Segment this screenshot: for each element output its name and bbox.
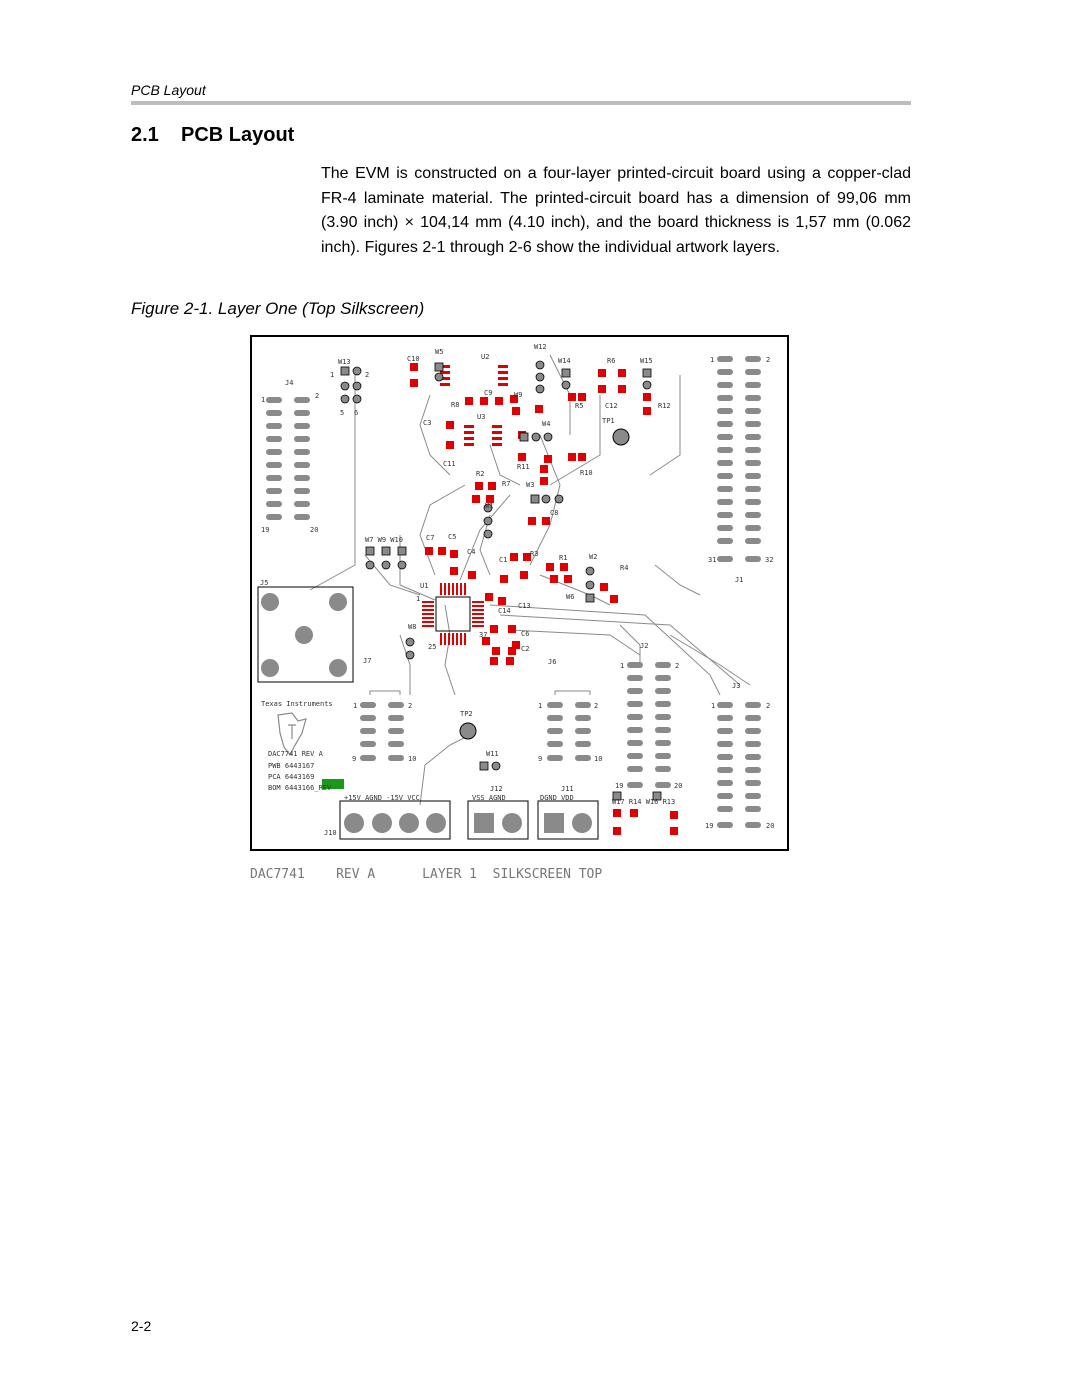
label-w14: W14 bbox=[558, 357, 571, 365]
label-j5: J5 bbox=[260, 579, 269, 587]
header-rule bbox=[131, 101, 911, 105]
label-w12: W12 bbox=[534, 343, 547, 351]
pin-19-j3: 19 bbox=[705, 822, 714, 830]
label-w1: W1 bbox=[485, 502, 494, 510]
section-heading bbox=[131, 124, 294, 147]
label-w13: W13 bbox=[338, 358, 351, 366]
label-w2: W2 bbox=[589, 553, 598, 561]
pin-2-j7: 2 bbox=[408, 702, 413, 710]
pin-31-j1: 31 bbox=[708, 556, 717, 564]
pin-1-u1: 1 bbox=[416, 595, 421, 603]
label-w5: W5 bbox=[435, 348, 444, 356]
label-c12: C12 bbox=[605, 402, 618, 410]
label-j7: J7 bbox=[363, 657, 372, 665]
label-w9: W9 bbox=[514, 391, 523, 399]
pin-1-j2: 1 bbox=[620, 662, 625, 670]
pin-1-j3: 1 bbox=[711, 702, 716, 710]
label-j1: J1 bbox=[735, 576, 744, 584]
pin-10-j7: 10 bbox=[408, 755, 417, 763]
label-j10: J10 bbox=[324, 829, 337, 837]
body-paragraph: The EVM is constructed on a four-layer printed-circuit board using a copper-clad FR-4 laminate material. The printed-circuit board has a dimension of 99,06 mm (3.90 inch) × 104,14 mm (4.10 inch), and the board thickness is 1,57 mm (0.062 inch). Figures 2-1 through 2-6 show the individual artwork layers. bbox=[321, 165, 911, 256]
figure-caption: Figure 2-1. Layer One (Top Silkscreen) bbox=[131, 299, 425, 318]
label-tp2: TP2 bbox=[460, 710, 473, 718]
label-w15: W15 bbox=[640, 357, 653, 365]
running-header: PCB Layout bbox=[131, 82, 206, 98]
pin-20-j4: 20 bbox=[310, 526, 319, 534]
label-r1: R1 bbox=[559, 554, 568, 562]
label-c1: C1 bbox=[499, 556, 508, 564]
label-w7w9w10: W7 W9 W10 bbox=[365, 536, 403, 544]
pin-2-j4: 2 bbox=[315, 392, 320, 400]
pin-19-j4: 19 bbox=[261, 526, 270, 534]
pin-10-j6: 10 bbox=[594, 755, 603, 763]
label-c9: C9 bbox=[484, 389, 493, 397]
pin-37-u1: 37 bbox=[479, 631, 488, 639]
label-r6: R6 bbox=[607, 357, 616, 365]
pin-1-j6: 1 bbox=[538, 702, 543, 710]
section-title: PCB Layout bbox=[181, 124, 295, 146]
label-r12: R12 bbox=[658, 402, 671, 410]
pcb-artwork bbox=[250, 335, 789, 851]
label-j11: J11 bbox=[561, 785, 574, 793]
pin-2-w13: 2 bbox=[365, 371, 370, 379]
tp1-testpoint bbox=[613, 429, 629, 445]
label-c2: C2 bbox=[521, 645, 530, 653]
pin-2-j3: 2 bbox=[766, 702, 771, 710]
label-bom: BOM 6443166_REV bbox=[268, 784, 332, 792]
pin-6-w13: 6 bbox=[354, 409, 359, 417]
label-w8: W8 bbox=[408, 623, 417, 631]
label-u3: U3 bbox=[477, 413, 486, 421]
label-c5: C5 bbox=[448, 533, 457, 541]
pin-20-j3: 20 bbox=[766, 822, 775, 830]
label-r3: R3 bbox=[530, 550, 539, 558]
board-label-text: DAC7741 REV A LAYER 1 SILKSCREEN TOP bbox=[250, 867, 603, 882]
label-pwb: PWB 6443167 bbox=[268, 762, 315, 770]
label-w4: W4 bbox=[542, 420, 551, 428]
label-j3: J3 bbox=[732, 682, 741, 690]
pin-1-j1: 1 bbox=[710, 356, 715, 364]
label-w17r14w16r13: W17 R14 W16 R13 bbox=[612, 798, 676, 806]
pin-20-j2: 20 bbox=[674, 782, 683, 790]
label-c6: C6 bbox=[521, 630, 530, 638]
pin-32-j1: 32 bbox=[765, 556, 774, 564]
label-c3: C3 bbox=[423, 419, 432, 427]
board-label bbox=[250, 864, 789, 882]
pin-2-j2: 2 bbox=[675, 662, 680, 670]
label-ti: Texas Instruments bbox=[261, 700, 333, 708]
label-term-right: DGND VDD bbox=[540, 794, 574, 802]
label-u1: U1 bbox=[420, 582, 429, 590]
label-u2: U2 bbox=[481, 353, 490, 361]
label-w3: W3 bbox=[526, 481, 535, 489]
pin-25-u1: 25 bbox=[428, 643, 437, 651]
label-r4: R4 bbox=[620, 564, 629, 572]
label-c10: C10 bbox=[407, 355, 420, 363]
label-c11: C11 bbox=[443, 460, 456, 468]
label-j6: J6 bbox=[548, 658, 557, 666]
label-term-mid: VSS AGND bbox=[472, 794, 506, 802]
pin-2-j1: 2 bbox=[766, 356, 771, 364]
label-tp1: TP1 bbox=[602, 417, 615, 425]
pin-9-j6: 9 bbox=[538, 755, 543, 763]
pin-2-j6: 2 bbox=[594, 702, 599, 710]
label-w11: W11 bbox=[486, 750, 499, 758]
pin-1-w13: 1 bbox=[330, 371, 335, 379]
label-r2: R2 bbox=[476, 470, 485, 478]
label-j2: J2 bbox=[640, 642, 649, 650]
label-c8: C8 bbox=[550, 509, 559, 517]
label-r10: R10 bbox=[580, 469, 593, 477]
label-c7: C7 bbox=[426, 534, 435, 542]
pcb-silkscreen-figure bbox=[250, 335, 789, 851]
label-rev: DAC7741 REV A bbox=[268, 750, 323, 758]
label-j12: J12 bbox=[490, 785, 503, 793]
label-r5: R5 bbox=[575, 402, 584, 410]
tp2-testpoint bbox=[460, 723, 476, 739]
pin-1-j4: 1 bbox=[261, 396, 266, 404]
page-number: 2-2 bbox=[131, 1318, 152, 1334]
label-pca: PCA 6443169 bbox=[268, 773, 315, 781]
label-c13: C13 bbox=[518, 602, 531, 610]
label-r11: R11 bbox=[517, 463, 530, 471]
label-c4: C4 bbox=[467, 548, 476, 556]
pin-9-j7: 9 bbox=[352, 755, 357, 763]
label-r8: R8 bbox=[451, 401, 460, 409]
label-term-left: +15V AGND -15V VCC bbox=[344, 794, 420, 802]
label-r7: R7 bbox=[502, 480, 511, 488]
label-c14: C14 bbox=[498, 607, 511, 615]
label-j4: J4 bbox=[285, 379, 294, 387]
pin-1-j7: 1 bbox=[353, 702, 358, 710]
pin-19-j2: 19 bbox=[615, 782, 624, 790]
pin-5-w13: 5 bbox=[340, 409, 345, 417]
label-w6: W6 bbox=[566, 593, 575, 601]
section-number: 2.1 bbox=[131, 124, 159, 146]
